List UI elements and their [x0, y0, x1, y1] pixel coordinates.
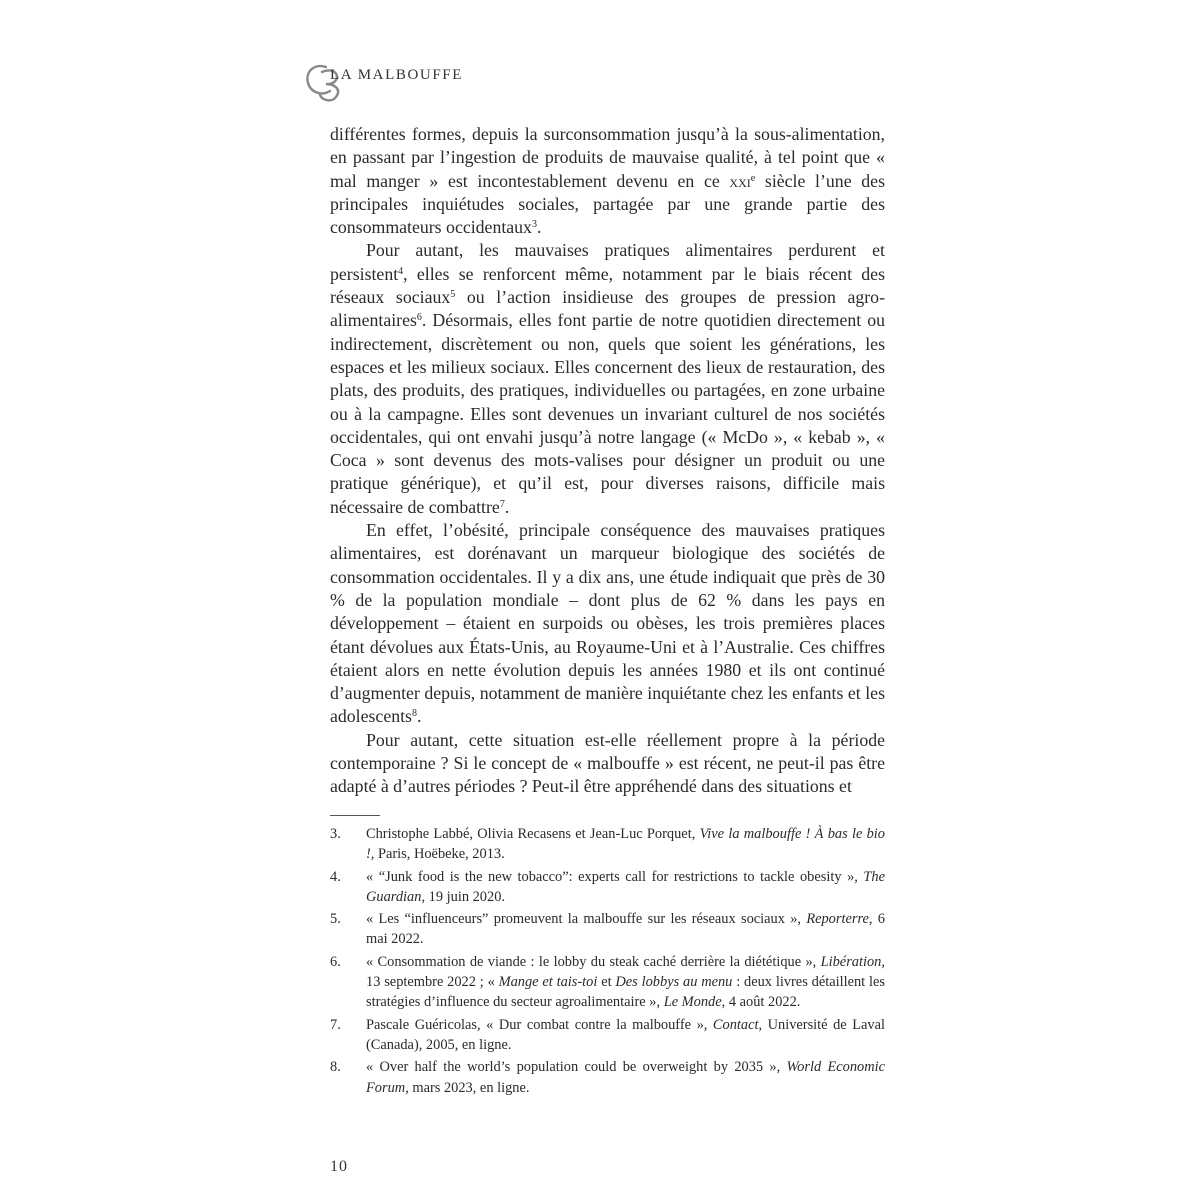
footnote-segment: , 4 août 2022.: [721, 994, 801, 1011]
footnote-7: [330, 1015, 885, 1056]
footnote-segment: , Université de Laval (Canada), 2005, en ligne.: [366, 1016, 885, 1053]
footnote-segment: Pascale Guéricolas, « Dur combat contre la malbouffe »,: [366, 1016, 713, 1033]
footnote-number: 8.: [330, 1059, 341, 1076]
footnote-number: 7.: [330, 1016, 341, 1033]
footnote-title: The Guardian: [366, 868, 885, 905]
paragraph-2: [330, 239, 885, 519]
footnote-title: Reporterre: [806, 911, 869, 928]
footnote-segment: « Les “influenceurs” promeuvent la malbouffe sur les réseaux sociaux »,: [366, 911, 807, 928]
footnote-title: Des lobbys au menu: [615, 974, 733, 991]
footnote-segment: , 13 septembre 2022 ; «: [366, 953, 885, 991]
footnote-text: [366, 1015, 885, 1056]
footnote-segment: , mars 2023, en ligne.: [405, 1079, 530, 1096]
paragraph-text: .: [416, 706, 422, 727]
footnote-text: [366, 1057, 885, 1098]
page-number: 10: [330, 1158, 348, 1175]
footnote-title: Libération: [820, 953, 882, 970]
footnote-title: Le Monde: [663, 994, 722, 1011]
footnote-segment: « “Junk food is the new tobacco”: experts call for restrictions to tackle obesity »,: [366, 868, 864, 885]
footnote-number: 4.: [330, 868, 341, 885]
paragraph-text: Pour autant, les mauvaises pratiques alimentaires perdurent et persistent: [330, 240, 885, 284]
footnote-number: 3.: [330, 826, 341, 842]
footnote-segment: , Paris, Hoëbeke, 2013.: [370, 846, 505, 863]
paragraph-1: [330, 123, 885, 239]
footnote-title: Mange et tais-toi: [498, 974, 598, 991]
footnote-ref[interactable]: 7: [499, 498, 505, 510]
paragraph-4: [330, 729, 885, 799]
footnote-5: [330, 909, 885, 950]
paragraph-3: [330, 519, 885, 729]
footnote-8: [330, 1057, 885, 1098]
footnote-ref[interactable]: 4: [398, 265, 404, 277]
footnote-segment: Christophe Labbé, Olivia Recasens et Jean-Luc Porquet,: [366, 826, 700, 842]
footnote-ref[interactable]: 3: [531, 219, 537, 231]
footnote-ref[interactable]: 8: [411, 708, 417, 720]
footnote-title: World Economic Forum: [366, 1059, 885, 1096]
paragraph-text: Pour autant, cette situation est-elle réellement propre à la période contemporaine ? Si le concept de « malbouffe » est récent, ne peut-il pas être adapté à d’autres périodes ? Peut-il être appréhendé dans des situations et: [330, 729, 885, 797]
footnote-number: 6.: [330, 953, 341, 970]
footnote-3: [330, 824, 885, 865]
footnote-text: [366, 867, 885, 908]
footnote-segment: : deux livres détaillent les stratégies d’influence du secteur agroalimentaire »,: [366, 974, 885, 1011]
paragraph-text: siècle l’une des principales inquiétudes sociales, partagée par une grande partie des consommateurs occidentaux: [330, 170, 885, 238]
footnote-title: Vive la malbouffe ! À bas le bio !: [366, 826, 886, 863]
footnote-segment: « Over half the world’s population could be overweight by 2035 »,: [366, 1059, 787, 1076]
running-head: [300, 58, 700, 104]
paragraph-text: .: [504, 496, 510, 517]
footnote-segment: , 6 mai 2022.: [366, 911, 886, 948]
footnote-text: [366, 952, 885, 1013]
footnote-segment: , 19 juin 2020.: [421, 888, 505, 905]
footnote-text: [366, 824, 885, 865]
paragraph-text: ou l’action insidieuse des groupes de pression agro-alimentaires: [330, 287, 885, 331]
paragraph-text: . Désormais, elles font partie de notre quotidien directement ou indirectement, discrètement ou non, quels que soient les générations, les espaces et les milieux sociaux. Elles concernent des lieux de restauration, des plats, des produits, des pratiques, individuelles ou partagées, en zone urbaine ou à la campagne. Elles sont devenues un invariant culturel de nos sociétés occidentales, qui ont envahi jusqu’à notre langage (« McDo », « kebab », « Coca » sont devenus des mots-valises pour désigner un produit ou une pratique générique), et qu’il est, pour diverses raisons, difficile mais nécessaire de combattre: [330, 310, 885, 517]
footnote-segment: et: [597, 974, 616, 991]
paragraph-text: .: [536, 217, 542, 238]
footnote-segment: « Consommation de viande : le lobby du steak caché derrière la diététique »,: [366, 953, 821, 970]
century-ordinal: e: [750, 172, 756, 184]
footnote-ref[interactable]: 6: [416, 312, 422, 324]
footnotes: [330, 824, 885, 1100]
paragraph-text: différentes formes, depuis la surconsommation jusqu’à la sous-alimentation, en passant par l’ingestion de produits de mauvaise qualité, à tel point que « mal manger » est incontestablement devenu en ce: [330, 124, 885, 191]
footnote-4: [330, 867, 885, 908]
footnote-text: [366, 909, 885, 950]
footnote-number: 5.: [330, 911, 341, 928]
footnote-6: [330, 952, 885, 1013]
footnote-separator: [330, 815, 380, 816]
body-text: [330, 123, 885, 799]
running-head-title: LA MALBOUFFE: [330, 67, 463, 83]
footnote-ref[interactable]: 5: [450, 289, 456, 301]
paragraph-text: En effet, l’obésité, principale conséquence des mauvaises pratiques alimentaires, est dorénavant un marqueur biologique des sociétés de consommation occidentales. Il y a dix ans, une étude indiquait que près de 30 % de la population mondiale – dont plus de 62 % dans les pays en développement – étaient en surpoids ou obèses, les trois premières places étant dévolues aux États-Unis, au Royaume-Uni et à l’Australie. Ces chiffres étaient alors en nette évolution depuis les années 1980 et ils ont continué d’augmenter depuis, notamment de manière inquiétante chez les enfants et les adolescents: [330, 520, 885, 727]
century-numeral: xxi: [729, 170, 751, 191]
footnote-title: Contact: [712, 1016, 759, 1033]
paragraph-text: , elles se renforcent même, notamment par le biais récent des réseaux sociaux: [330, 263, 885, 308]
